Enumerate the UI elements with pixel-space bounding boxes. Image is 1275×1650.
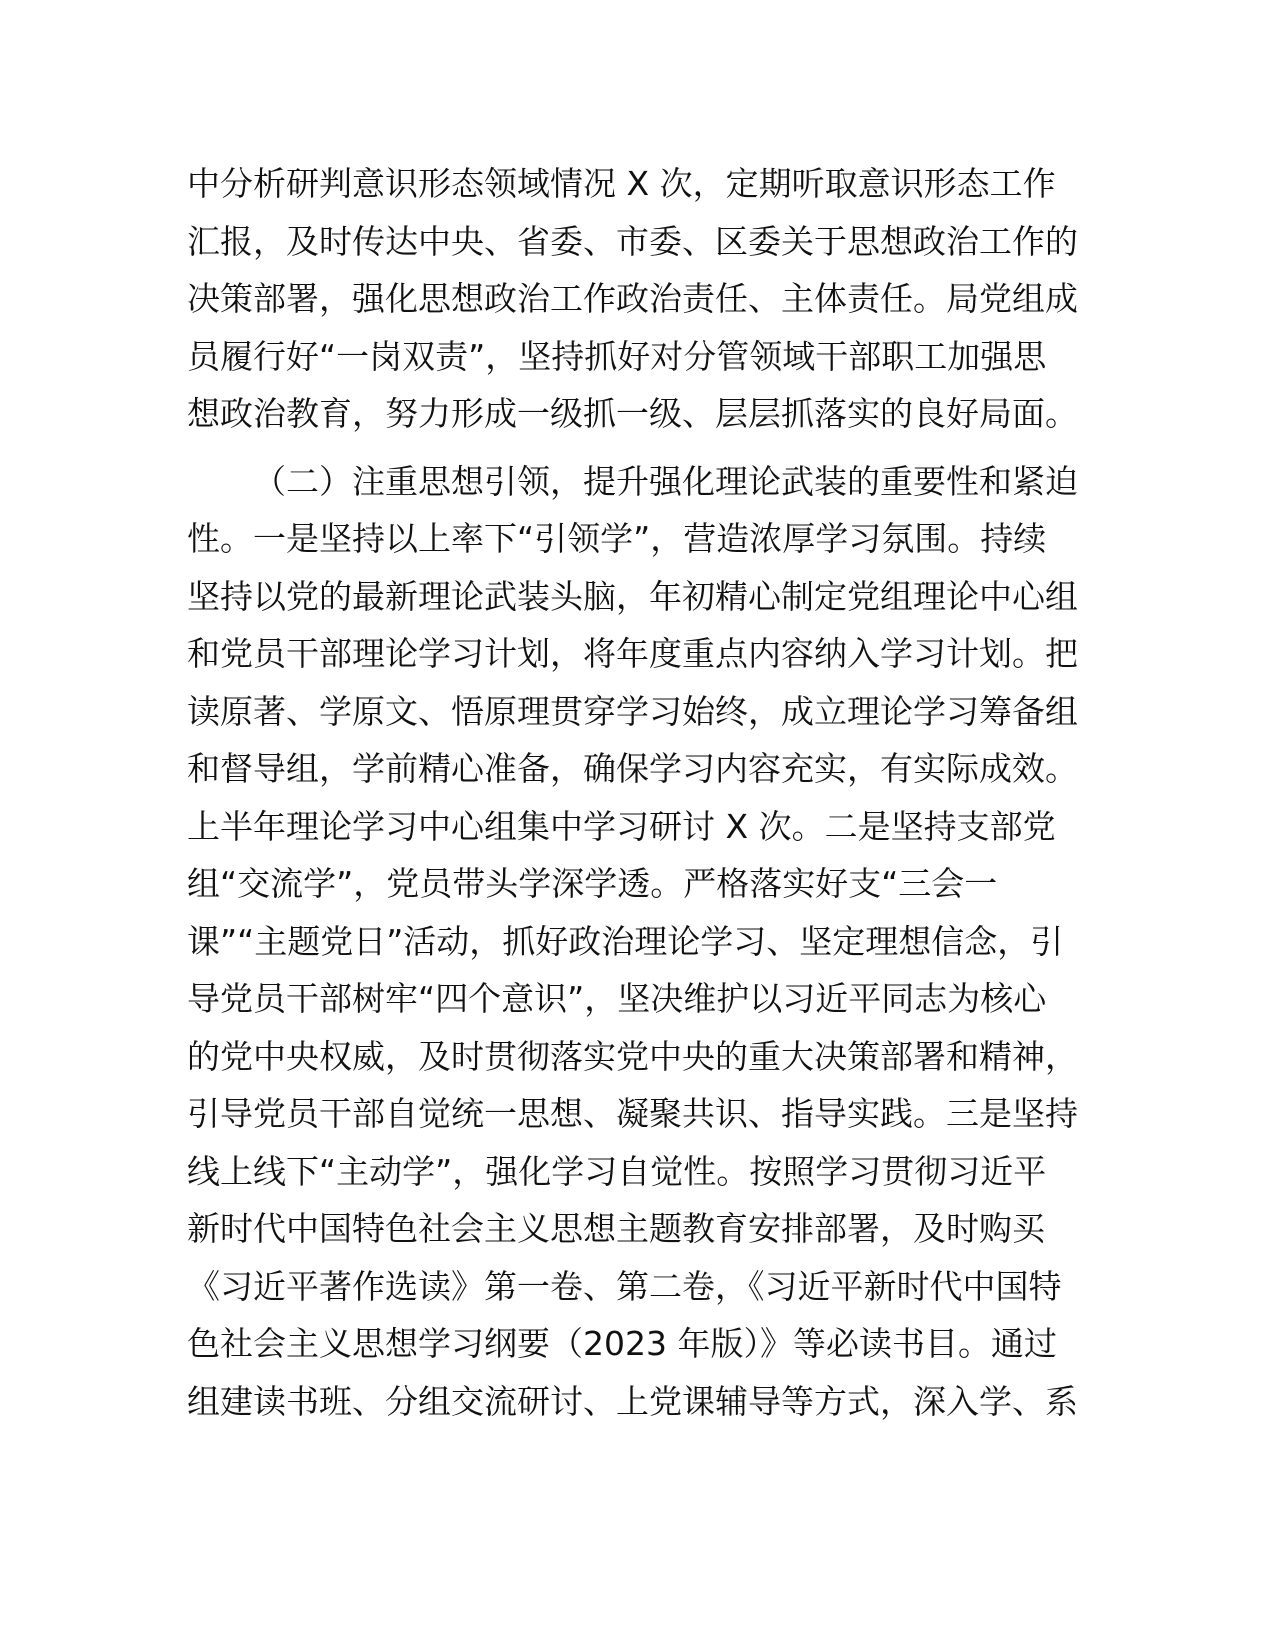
text-line: 线上线下“主动学”，强化学习自觉性。按照学习贯彻习近平 <box>187 1151 1047 1191</box>
body-text <box>187 155 1087 1430</box>
text-line: 课”“主题党日”活动，抓好政治理论学习、坚定理想信念，引 <box>187 921 1064 961</box>
text-line: 组建读书班、分组交流研讨、上党课辅导等方式，深入学、系 <box>187 1381 1078 1421</box>
text-line: 汇报，及时传达中央、省委、市委、区委关于思想政治工作的 <box>187 221 1078 261</box>
text-line: 想政治教育，努力形成一级抓一级、层层抓落实的良好局面。 <box>187 394 1078 433</box>
text-line: 和党员干部理论学习计划，将年度重点内容纳入学习计划。把 <box>187 634 1078 673</box>
paragraph-gap <box>187 443 1087 453</box>
text-line: 新时代中国特色社会主义思想主题教育安排部署，及时购买 <box>187 1209 1045 1248</box>
text-line: 的党中央权威，及时贯彻落实党中央的重大决策部署和精神， <box>187 1036 1078 1076</box>
text-line: 色社会主义思想学习纲要（2023 年版）》等必读书目。通过 <box>187 1324 1057 1363</box>
text-line: 中分析研判意识形态领域情况 X 次，定期听取意识形态工作 <box>187 164 1056 203</box>
text-line: 上半年理论学习中心组集中学习研讨 X 次。二是坚持支部党 <box>187 806 1056 846</box>
text-line: 读原著、学原文、悟原理贯穿学习始终，成立理论学习筹备组 <box>187 691 1078 731</box>
text-line: 《习近平著作选读》第一卷、第二卷，《习近平新时代中国特 <box>187 1266 1062 1306</box>
text-line: 性。一是坚持以上率下“引领学”，营造浓厚学习氛围。持续 <box>187 519 1047 558</box>
section-heading: （二）注重思想引领，提升强化理论武装的重要性和紧迫 <box>253 461 1078 501</box>
text-line: 员履行好“一岗双责”，坚持抓好对分管领域干部职工加强思 <box>187 336 1047 376</box>
text-line: 引导党员干部自觉统一思想、凝聚共识、指导实践。三是坚持 <box>187 1094 1078 1133</box>
text-line: 坚持以党的最新理论武装头脑，年初精心制定党组理论中心组 <box>187 576 1078 616</box>
text-line: 导党员干部树牢“四个意识”，坚决维护以习近平同志为核心 <box>187 979 1047 1018</box>
text-line: 和督导组，学前精心准备，确保学习内容充实，有实际成效。 <box>187 749 1078 788</box>
text-line: 组“交流学”，党员带头学深学透。严格落实好支“三会一 <box>187 864 998 903</box>
text-line: 决策部署，强化思想政治工作政治责任、主体责任。局党组成 <box>187 279 1078 318</box>
